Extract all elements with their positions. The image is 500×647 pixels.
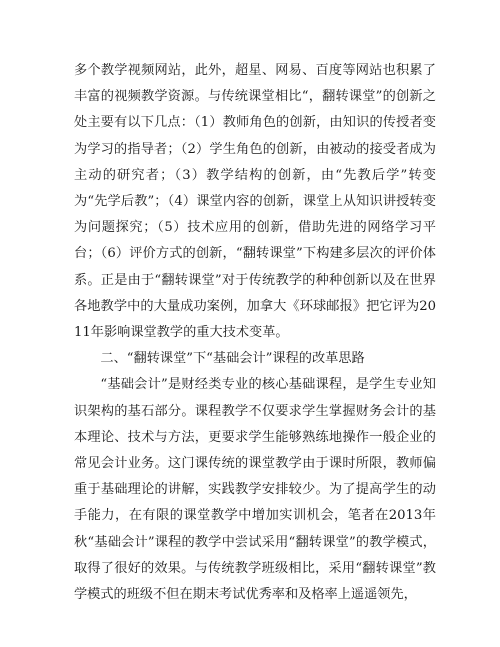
- intro-paragraph: 多个教学视频网站，此外，超星、网易、百度等网站也积累了丰富的视频教学资源。与传统课堂相比“，翻转课堂”的创新之处主要有以下几点：（1）教师角色的创新，由知识的传授者变为学习的指导者；（2）学生角色的创新，由被动的接受者成为主动的研究者；（3）教学结构的创新，由“先教后学”转变为“先学后教”；（4）课堂内容的创新，课堂上从知识讲授转变为问题探究；（5）技术应用的创新，借助先进的网络学习平台；（6）评价方式的创新，“翻转课堂”下构建多层次的评价体系。正是由于“翻转课堂”对于传统教学的种种创新以及在世界各地教学中的大量成功案例，加拿大《环球邮报》把它评为2011年影响课堂教学的重大技术变革。: [74, 63, 436, 341]
- document-page: [74, 58, 436, 608]
- body-paragraph: “基础会计”是财经类专业的核心基础课程，是学生专业知识架构的基石部分。课程教学不仅要求学生掌握财务会计的基本理论、技术与方法，更要求学生能够熟练地操作一般企业的常见会计业务。这门课传统的课堂教学由于课时所限，教师偏重于基础理论的讲解，实践教学安排较少。为了提高学生的动手能力，在有限的课堂教学中增加实训机会，笔者在2013年秋“基础会计”课程的教学中尝试采用“翻转课堂”的教学模式，取得了很好的效果。与传统教学班级相比，采用“翻转课堂”教学模式的班级不但在期末考试优秀率和及格率上遥遥领先，: [74, 377, 436, 603]
- section-heading: 二、“翻转课堂”下“基础会计”课程的改革思路: [100, 351, 365, 367]
